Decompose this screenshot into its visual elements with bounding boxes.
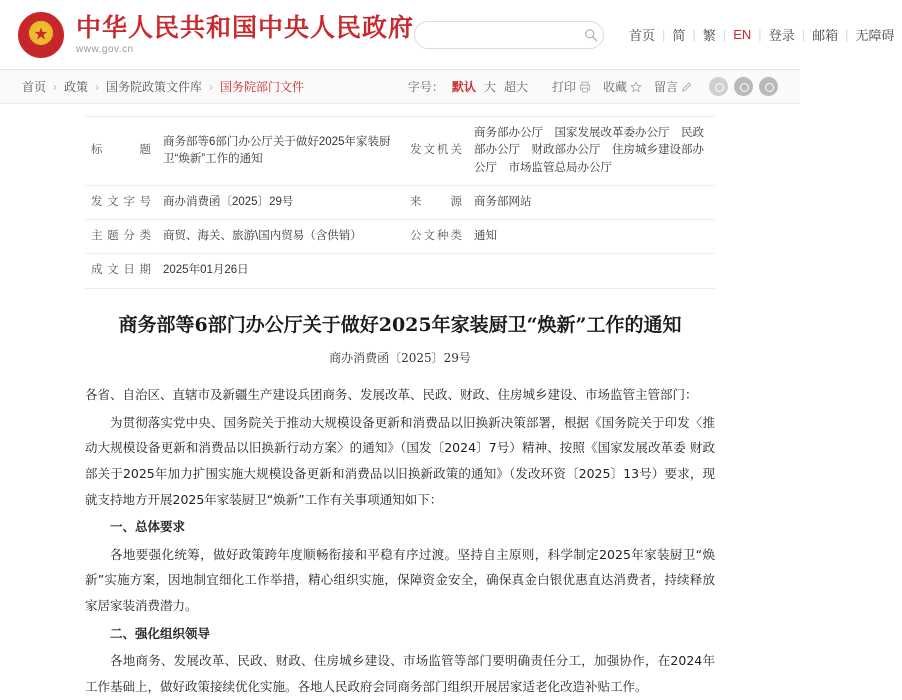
- wechat-icon[interactable]: [709, 77, 728, 96]
- site-brand[interactable]: [76, 14, 414, 56]
- nav-separator: |: [692, 27, 696, 42]
- nav-item-home[interactable]: 首页: [629, 28, 656, 43]
- message-label: 留言: [653, 80, 678, 94]
- table-row: [85, 220, 715, 254]
- meta-value-docnumber: 商办消费函〔2025〕29号: [157, 185, 404, 219]
- document-meta-table: [85, 116, 715, 289]
- nav-item-login[interactable]: 登录: [768, 28, 795, 43]
- font-size-default[interactable]: 默认: [451, 80, 476, 94]
- message-button[interactable]: [654, 78, 693, 95]
- meta-label-issuer: 发文机关: [404, 117, 468, 186]
- nav-item-traditional[interactable]: 繁: [702, 28, 716, 43]
- nav-separator: |: [722, 27, 727, 42]
- section-heading-2: 二、强化组织领导: [110, 625, 211, 641]
- meta-label-empty: [404, 254, 468, 288]
- page-title: 商务部等6部门办公厅关于做好2025年家装厨卫“焕新”工作的通知: [118, 313, 682, 336]
- search-box[interactable]: [414, 21, 604, 49]
- print-button[interactable]: [552, 78, 591, 95]
- breadcrumb-item-home[interactable]: 首页: [22, 80, 47, 94]
- table-row: [85, 117, 715, 186]
- top-nav: [622, 25, 902, 44]
- meta-label-docnumber: 发文字号: [85, 185, 157, 219]
- collect-label: 收藏: [602, 80, 627, 94]
- breadcrumb-item-department-docs[interactable]: 国务院部门文件: [220, 80, 305, 94]
- share-buttons: [709, 77, 778, 96]
- meta-value-source[interactable]: 商务部网站: [468, 185, 715, 219]
- nav-item-mail[interactable]: 邮箱: [812, 28, 839, 43]
- national-emblem-icon: [18, 12, 64, 58]
- meta-value-empty: [468, 254, 715, 288]
- nav-item-accessibility[interactable]: 无障碍: [855, 28, 895, 43]
- site-url: www.gov.cn: [76, 44, 134, 56]
- font-size-extra-large[interactable]: 超大: [503, 80, 528, 94]
- meta-label-title: 标 题: [85, 117, 157, 186]
- qq-icon[interactable]: [759, 77, 778, 96]
- star-icon[interactable]: [630, 81, 642, 93]
- meta-label-source: 来 源: [404, 185, 468, 219]
- font-size-control: [408, 78, 532, 95]
- meta-value-date: 2025年01月26日: [157, 254, 404, 288]
- nav-separator: |: [801, 27, 806, 42]
- document-body: [85, 382, 715, 700]
- section-heading-1: 一、总体要求: [110, 519, 186, 535]
- printer-icon[interactable]: [579, 81, 591, 93]
- doc-toolbar: [546, 78, 699, 95]
- nav-separator: |: [845, 27, 849, 42]
- meta-value-doctype: 通知: [468, 220, 715, 254]
- search-input[interactable]: [425, 27, 584, 43]
- paragraph-salutation: 各省、自治区、直辖市及新疆生产建设兵团商务、发展改革、民政、财政、住房城乡建设、市场监管主管部门：: [85, 387, 698, 402]
- document-number: 商办消费函〔2025〕29号: [329, 351, 471, 365]
- breadcrumb: [0, 70, 800, 104]
- print-label: 打印: [551, 80, 576, 94]
- meta-label-date: 成文日期: [85, 254, 157, 288]
- font-size-label: 字号：: [407, 80, 444, 94]
- table-row: [85, 254, 715, 288]
- table-row: [85, 185, 715, 219]
- nav-separator: |: [758, 27, 762, 42]
- breadcrumb-item-policy-library[interactable]: 国务院政策文件库: [106, 80, 203, 94]
- paragraph-section-2: 各地商务、发展改革、民政、财政、住房城乡建设、市场监管等部门要明确责任分工，加强协作，在2024年工作基础上，做好政策接续优化实施。各地人民政府会同商务部门组织开展居家适老化改造补贴工作。: [85, 653, 715, 694]
- breadcrumb-separator: ›: [209, 79, 214, 94]
- nav-item-english[interactable]: EN: [733, 27, 752, 42]
- search-icon[interactable]: [584, 28, 598, 42]
- meta-value-title[interactable]: 商务部等6部门办公厅关于做好2025年家装厨卫“焕新”工作的通知: [157, 117, 404, 186]
- breadcrumb-separator: ›: [53, 79, 58, 94]
- font-size-large[interactable]: 大: [483, 80, 496, 94]
- meta-label-category: 主题分类: [85, 220, 157, 254]
- breadcrumb-item-policy[interactable]: 政策: [64, 80, 89, 94]
- nav-separator: |: [662, 27, 666, 42]
- meta-value-issuer: 商务部办公厅 国家发展改革委办公厅 民政部办公厅 财政部办公厅 住房城乡建设部办公厅 市场监管总局办公厅: [468, 117, 715, 186]
- nav-item-simplified[interactable]: 简: [672, 28, 686, 43]
- weibo-icon[interactable]: [734, 77, 753, 96]
- paragraph-section-1: 各地要强化统筹，做好政策跨年度顺畅衔接和平稳有序过渡。坚持自主原则，科学制定2025年家装厨卫“焕新”实施方案，因地制宜细化工作举措，精心组织实施，保障资金安全，确保真金白银优惠直达消费者，持续释放家居家装消费潜力。: [85, 546, 715, 613]
- pencil-icon[interactable]: [681, 81, 693, 93]
- breadcrumb-separator: ›: [95, 79, 100, 94]
- document-container: [0, 104, 800, 700]
- collect-button[interactable]: [603, 78, 642, 95]
- paragraph-preamble: 为贯彻落实党中央、国务院关于推动大规模设备更新和消费品以旧换新决策部署，根据《国务院关于印发〈推动大规模设备更新和消费品以旧换新行动方案〉的通知》（国发〔2024〕7号）精神、按照《国家发展改革委 财政部关于2025年加力扩围实施大规模设备更新和消费品以旧换新政策的通知》（发改环资〔2025〕13号）要求，现就支持地方开展2025年家装厨卫“焕新”工作有关事项通知如下：: [85, 414, 715, 507]
- site-header: [0, 0, 895, 70]
- site-title: 中华人民共和国中央人民政府: [76, 12, 415, 42]
- meta-label-doctype: 公文种类: [404, 220, 468, 254]
- meta-value-category[interactable]: 商贸、海关、旅游\国内贸易（含供销）: [157, 220, 404, 254]
